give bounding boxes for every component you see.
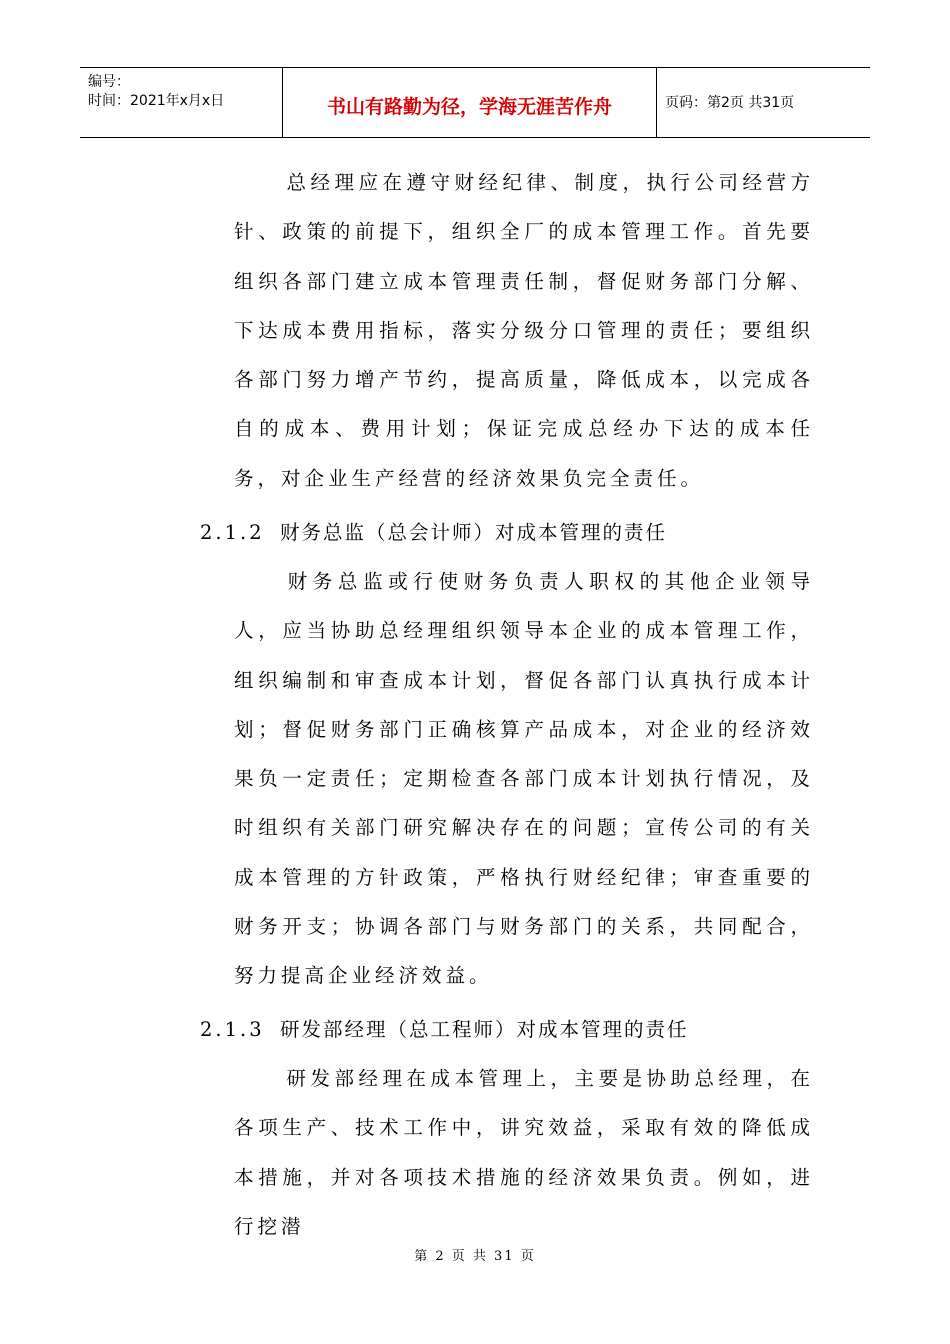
section-number: 2.1.2 (200, 521, 265, 544)
paragraph-text: 财务总监或行使财务负责人职权的其他企业领导人，应当协助总经理组织领导本企业的成本管理工作，组织编制和审查成本计划，督促各部门认真执行成本计划；督促财务部门正确核算产品成本，对企业的经济效果负一定责任；定期检查各部门成本计划执行情况，及时组织有关部门研究解决存在的问题；宣传公司的有关成本管理的方针政策，严格执行财经纪律；审查重要的财务开支；协调各部门与财务部门的关系，共同配合，努力提高企业经济效益。 (234, 570, 814, 988)
section-heading-2-1-3 (200, 1015, 689, 1045)
header-page-info: 页码：第2页 共31页 (665, 95, 795, 111)
section-title: 研发部经理（总工程师）对成本管理的责任 (280, 1018, 689, 1041)
header-page-cell (657, 68, 870, 137)
header-motto-cell (283, 68, 657, 137)
paragraph-text: 研发部经理在成本管理上，主要是协助总经理，在各项生产、技术工作中，讲究效益，采取有效的降低成本措施，并对各项技术措施的经济效果负责。例如，进行挖潜 (234, 1067, 814, 1238)
header-meta-cell (80, 68, 283, 137)
section-title: 财务总监（总会计师）对成本管理的责任 (280, 521, 668, 544)
paragraph-financial-director (234, 557, 814, 1001)
header-motto: 书山有路勤为径，学海无涯苦作舟 (326, 96, 612, 118)
page-footer: 第 2 页 共 31 页 (414, 1249, 536, 1264)
paragraph-general-manager (234, 158, 814, 503)
section-number: 2.1.3 (200, 1018, 265, 1041)
document-number-label: 编号： (88, 74, 130, 90)
document-date-label: 时间：2021年x月x日 (88, 93, 225, 109)
paragraph-rd-manager (234, 1054, 814, 1251)
section-heading-2-1-2 (200, 518, 667, 548)
page-header (80, 67, 870, 138)
paragraph-text: 总经理应在遵守财经纪律、制度，执行公司经营方针、政策的前提下，组织全厂的成本管理工作。首先要组织各部门建立成本管理责任制，督促财务部门分解、下达成本费用指标，落实分级分口管理的责任；要组织各部门努力增产节约，提高质量，降低成本，以完成各自的成本、费用计划；保证完成总经办下达的成本任务，对企业生产经营的经济效果负完全责任。 (234, 171, 814, 490)
